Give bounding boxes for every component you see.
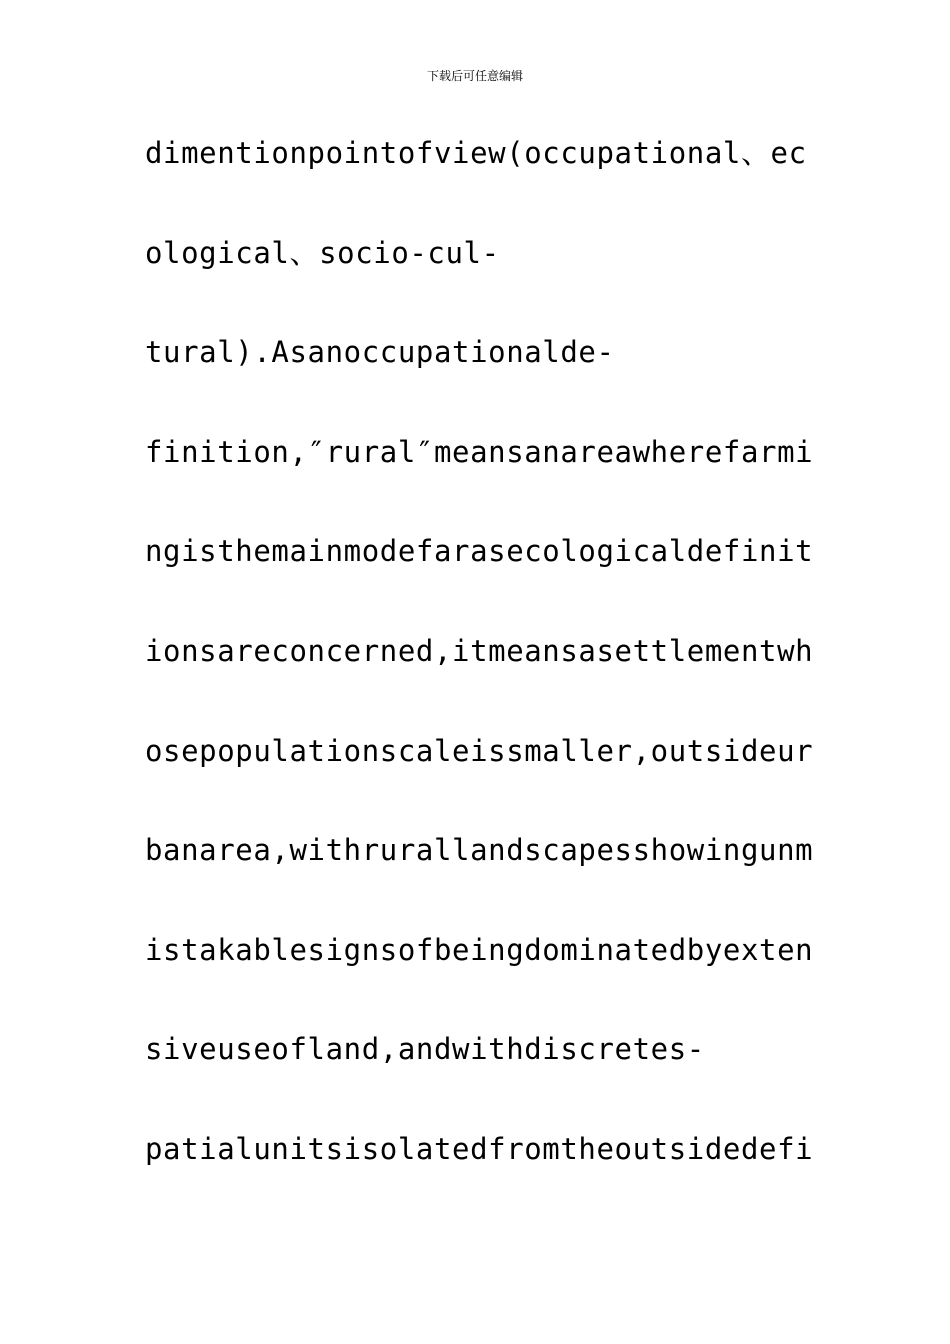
text-line: ionsareconcerned,itmeansasettlementwh [145,633,814,668]
page-header: 下载后可任意编辑 [426,69,523,83]
text-line: finition,″rural″meansanareawherefarmi [145,434,814,469]
text-line: banarea,withrurallandscapesshowingunm [145,833,814,868]
text-line: tural).Asanoccupationalde- [145,335,615,370]
body-text [145,130,845,1226]
text-line: osepopulationscaleissmaller,outsideur [145,733,814,768]
text-line: ngisthemainmodefarasecologicaldefinit [145,534,814,569]
text-line: ological、socio-cul- [145,235,500,270]
text-line: dimentionpointofview(occupational、ec [145,136,807,170]
text-line: patialunitsisolatedfromtheoutsidedefi [145,1131,814,1166]
text-line: istakablesignsofbeingdominatedbyexten [145,932,814,967]
text-line: siveuseofland,andwithdiscretes- [145,1032,705,1067]
